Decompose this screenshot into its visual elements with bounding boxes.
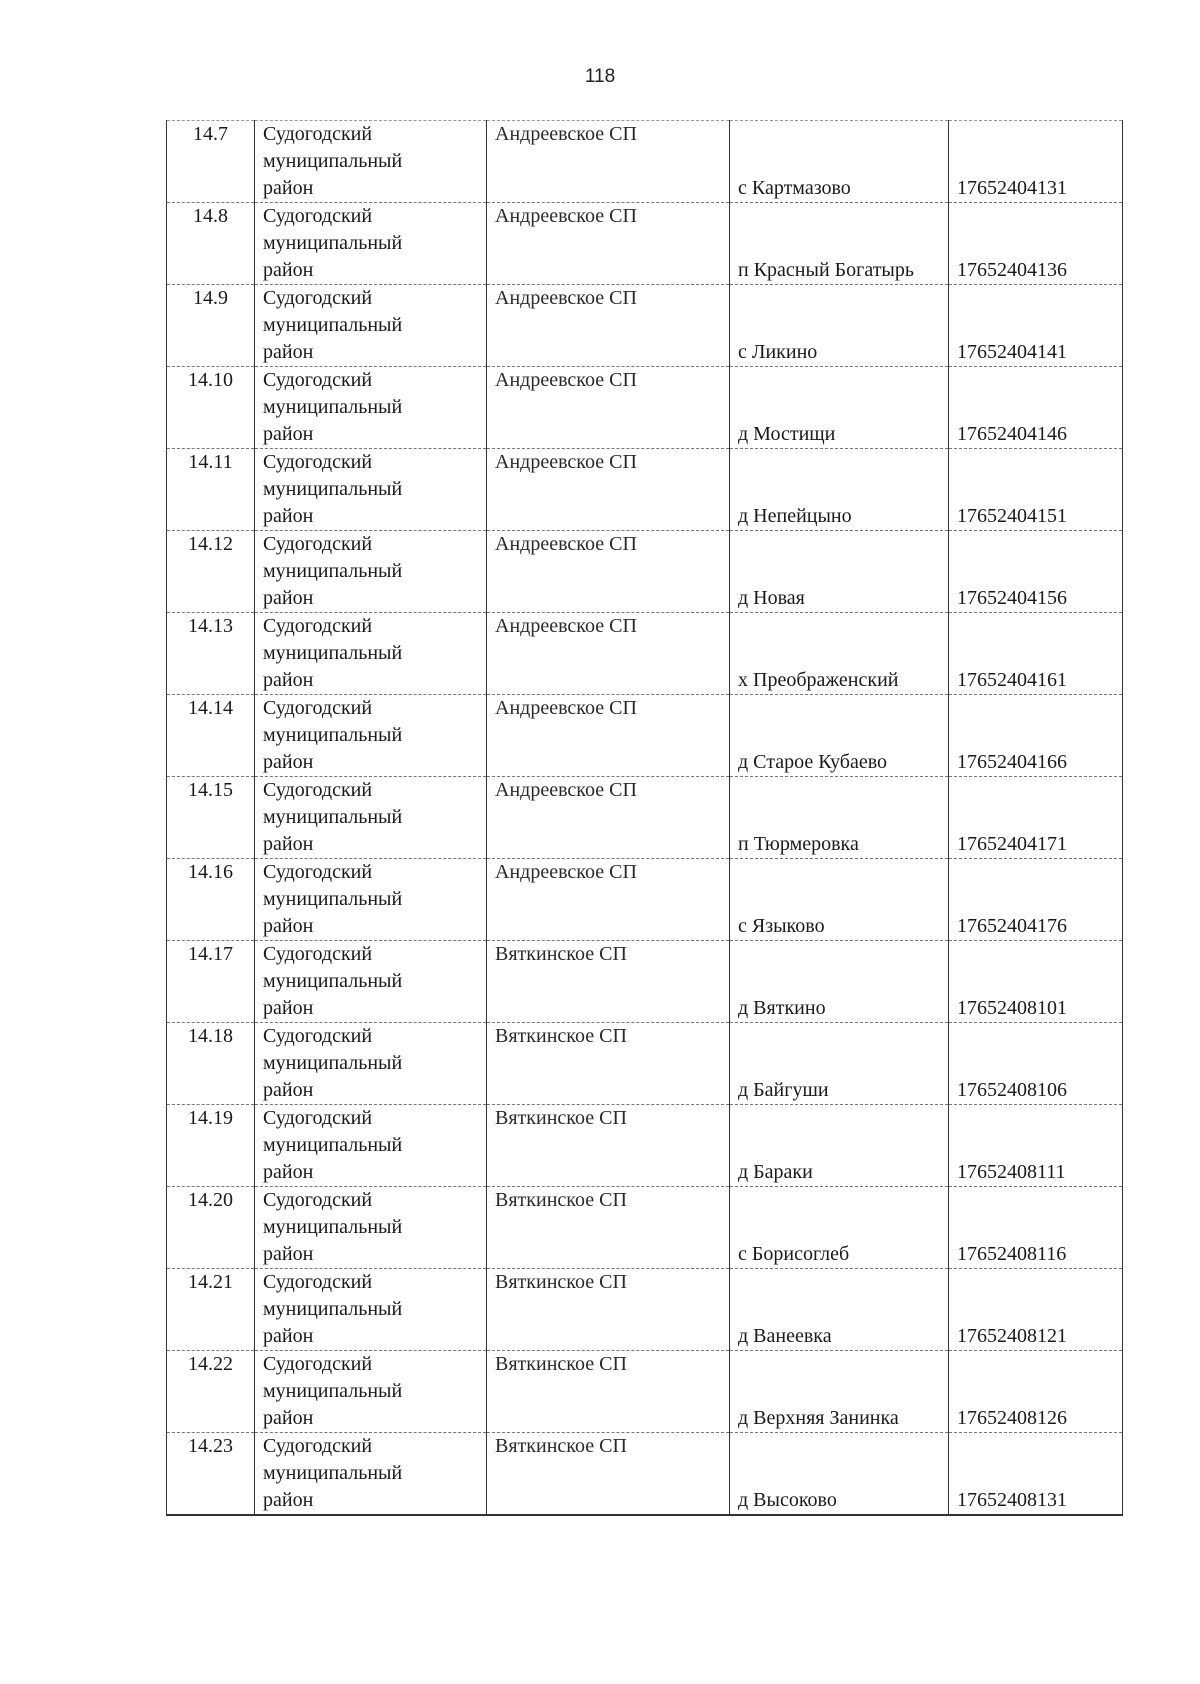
settlement-cell: Андреевское СП [487,285,730,367]
oktmo-code-cell: 17652408116 [949,1187,1123,1269]
district-cell [255,1187,487,1269]
district-cell [255,613,487,695]
district-cell [255,777,487,859]
place-cell: с Борисоглеб [730,1187,949,1269]
table-row [167,121,1123,203]
district-cell [255,531,487,613]
row-number-cell: 14.19 [167,1105,255,1187]
oktmo-code-cell: 17652404146 [949,367,1123,449]
table-row [167,859,1123,941]
district-text: Судогодский муниципальный район [263,1189,403,1265]
row-number-cell: 14.22 [167,1351,255,1433]
place-cell: х Преображенский [730,613,949,695]
settlements-table [166,120,1123,1516]
row-number-cell: 14.7 [167,121,255,203]
oktmo-code-cell: 17652404131 [949,121,1123,203]
oktmo-code-cell: 17652408121 [949,1269,1123,1351]
district-cell [255,367,487,449]
table-row [167,367,1123,449]
district-text: Судогодский муниципальный район [263,943,403,1019]
oktmo-code-cell: 17652404151 [949,449,1123,531]
settlement-cell: Вяткинское СП [487,941,730,1023]
row-number-cell: 14.12 [167,531,255,613]
place-cell: д Верхняя Занинка [730,1351,949,1433]
table-row [167,941,1123,1023]
district-cell [255,941,487,1023]
row-number-cell: 14.8 [167,203,255,285]
place-cell: д Байгуши [730,1023,949,1105]
settlement-cell: Андреевское СП [487,777,730,859]
table-row [167,695,1123,777]
row-number-cell: 14.13 [167,613,255,695]
oktmo-code-cell: 17652404156 [949,531,1123,613]
district-cell [255,285,487,367]
oktmo-code-cell: 17652404161 [949,613,1123,695]
oktmo-code-cell: 17652404141 [949,285,1123,367]
district-text: Судогодский муниципальный район [263,1025,403,1101]
place-cell: д Вяткино [730,941,949,1023]
table-row [167,531,1123,613]
row-number-cell: 14.23 [167,1433,255,1516]
oktmo-code-cell: 17652404166 [949,695,1123,777]
place-cell: с Ликино [730,285,949,367]
district-text: Судогодский муниципальный район [263,1353,403,1429]
place-cell: д Старое Кубаево [730,695,949,777]
place-cell: д Бараки [730,1105,949,1187]
district-text: Судогодский муниципальный район [263,451,403,527]
table-row [167,203,1123,285]
table-row [167,1023,1123,1105]
district-text: Судогодский муниципальный район [263,779,403,855]
table-row [167,613,1123,695]
table-row [167,1105,1123,1187]
settlement-cell: Вяткинское СП [487,1023,730,1105]
district-text: Судогодский муниципальный район [263,1107,403,1183]
place-cell: с Языково [730,859,949,941]
settlement-cell: Вяткинское СП [487,1105,730,1187]
district-text: Судогодский муниципальный район [263,1435,403,1511]
settlement-cell: Андреевское СП [487,121,730,203]
row-number-cell: 14.16 [167,859,255,941]
district-cell [255,449,487,531]
district-text: Судогодский муниципальный район [263,369,403,445]
place-cell: д Высоково [730,1433,949,1516]
settlement-cell: Андреевское СП [487,203,730,285]
district-text: Судогодский муниципальный район [263,1271,403,1347]
district-cell [255,695,487,777]
oktmo-code-cell: 17652408126 [949,1351,1123,1433]
district-cell [255,1023,487,1105]
oktmo-code-cell: 17652408131 [949,1433,1123,1516]
table-row [167,1351,1123,1433]
district-text: Судогодский муниципальный район [263,697,403,773]
settlement-cell: Андреевское СП [487,859,730,941]
oktmo-code-cell: 17652404171 [949,777,1123,859]
row-number-cell: 14.9 [167,285,255,367]
district-text: Судогодский муниципальный район [263,533,403,609]
table-row [167,1187,1123,1269]
row-number-cell: 14.14 [167,695,255,777]
oktmo-code-cell: 17652408101 [949,941,1123,1023]
row-number-cell: 14.15 [167,777,255,859]
oktmo-code-cell: 17652408111 [949,1105,1123,1187]
district-text: Судогодский муниципальный район [263,205,403,281]
place-cell: п Тюрмеровка [730,777,949,859]
row-number-cell: 14.21 [167,1269,255,1351]
place-cell: д Ванеевка [730,1269,949,1351]
row-number-cell: 14.10 [167,367,255,449]
settlement-cell: Андреевское СП [487,613,730,695]
district-cell [255,1351,487,1433]
settlement-cell: Андреевское СП [487,531,730,613]
district-cell [255,121,487,203]
district-text: Судогодский муниципальный район [263,123,403,199]
table-row [167,285,1123,367]
table-row [167,1269,1123,1351]
table-row [167,449,1123,531]
district-text: Судогодский муниципальный район [263,287,403,363]
place-cell: д Новая [730,531,949,613]
settlement-cell: Андреевское СП [487,449,730,531]
row-number-cell: 14.20 [167,1187,255,1269]
row-number-cell: 14.11 [167,449,255,531]
oktmo-code-cell: 17652404176 [949,859,1123,941]
district-text: Судогодский муниципальный район [263,861,403,937]
place-cell: с Картмазово [730,121,949,203]
row-number-cell: 14.18 [167,1023,255,1105]
page-number: 118 [584,66,616,87]
settlement-cell: Вяткинское СП [487,1187,730,1269]
district-cell [255,203,487,285]
district-cell [255,859,487,941]
oktmo-code-cell: 17652404136 [949,203,1123,285]
oktmo-code-cell: 17652408106 [949,1023,1123,1105]
district-cell [255,1269,487,1351]
district-text: Судогодский муниципальный район [263,615,403,691]
settlement-cell: Вяткинское СП [487,1351,730,1433]
settlement-cell: Вяткинское СП [487,1269,730,1351]
settlement-cell: Андреевское СП [487,695,730,777]
table-row [167,777,1123,859]
district-cell [255,1105,487,1187]
settlement-cell: Андреевское СП [487,367,730,449]
table-row [167,1433,1123,1516]
place-cell: д Непейцыно [730,449,949,531]
place-cell: д Мостищи [730,367,949,449]
district-cell [255,1433,487,1516]
place-cell: п Красный Богатырь [730,203,949,285]
table-body [167,121,1123,1516]
row-number-cell: 14.17 [167,941,255,1023]
settlement-cell: Вяткинское СП [487,1433,730,1516]
